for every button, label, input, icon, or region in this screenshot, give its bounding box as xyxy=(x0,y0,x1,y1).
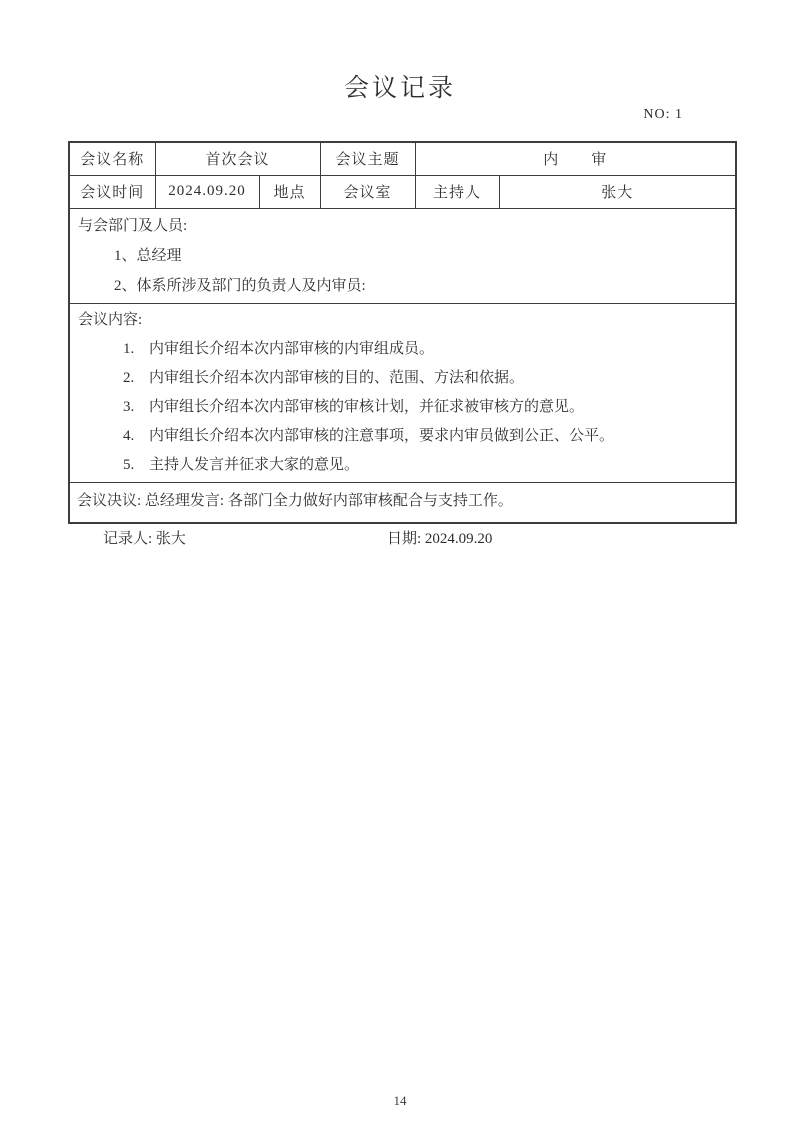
date-field: 日期: 2024.09.20 xyxy=(387,531,493,547)
attendees-section xyxy=(69,208,736,303)
document-title: 会议记录 xyxy=(343,75,456,102)
recorder-field: 记录人: 张大 xyxy=(103,531,186,547)
table-row xyxy=(69,142,736,175)
page-number: 14 xyxy=(393,1093,407,1108)
item-text: 主持人发言并征求大家的意见。 xyxy=(149,456,360,473)
meeting-time-value: 2024.09.20 xyxy=(155,175,259,208)
content-item xyxy=(78,335,727,364)
attendee-item: 2、体系所涉及部门的负责人及内审员: xyxy=(114,277,366,294)
item-text: 内审组长介绍本次内部审核的目的、范围、方法和依据。 xyxy=(149,369,525,386)
table-row xyxy=(69,303,736,482)
item-text: 内审组长介绍本次内部审核的审核计划，并征求被审核方的意见。 xyxy=(149,398,585,415)
content-item xyxy=(78,451,727,480)
meeting-host-label: 主持人 xyxy=(415,175,499,208)
meeting-name-label: 会议名称 xyxy=(69,142,155,175)
content-item xyxy=(78,393,727,422)
meeting-record-table xyxy=(68,141,737,524)
item-number: 5. xyxy=(123,456,135,473)
content-heading: 会议内容: xyxy=(78,311,143,328)
item-number: 1. xyxy=(123,340,135,357)
content-item xyxy=(78,422,727,451)
item-number: 3. xyxy=(123,398,135,415)
meeting-name-value: 首次会议 xyxy=(155,142,320,175)
meeting-time-label: 会议时间 xyxy=(69,175,155,208)
document-number: NO: 1 xyxy=(643,107,683,122)
meeting-place-value: 会议室 xyxy=(320,175,415,208)
item-number: 4. xyxy=(123,427,135,444)
attendees-heading: 与会部门及人员: xyxy=(78,217,188,234)
meeting-topic-label: 会议主题 xyxy=(320,142,415,175)
table-row xyxy=(69,482,736,523)
table-row xyxy=(69,175,736,208)
attendee-item: 1、总经理 xyxy=(114,247,182,264)
item-text: 内审组长介绍本次内部审核的内审组成员。 xyxy=(149,340,435,357)
item-text: 内审组长介绍本次内部审核的注意事项，要求内审员做到公正、公平。 xyxy=(149,427,615,444)
meeting-host-value: 张大 xyxy=(499,175,736,208)
table-row xyxy=(69,208,736,303)
meeting-resolution: 会议决议: 总经理发言: 各部门全力做好内部审核配合与支持工作。 xyxy=(69,482,736,523)
meeting-topic-value: 内 审 xyxy=(415,142,736,175)
meeting-place-label: 地点 xyxy=(259,175,320,208)
signature-line xyxy=(68,527,735,549)
meeting-content-section xyxy=(69,303,736,482)
item-number: 2. xyxy=(123,369,135,386)
content-item xyxy=(78,364,727,393)
